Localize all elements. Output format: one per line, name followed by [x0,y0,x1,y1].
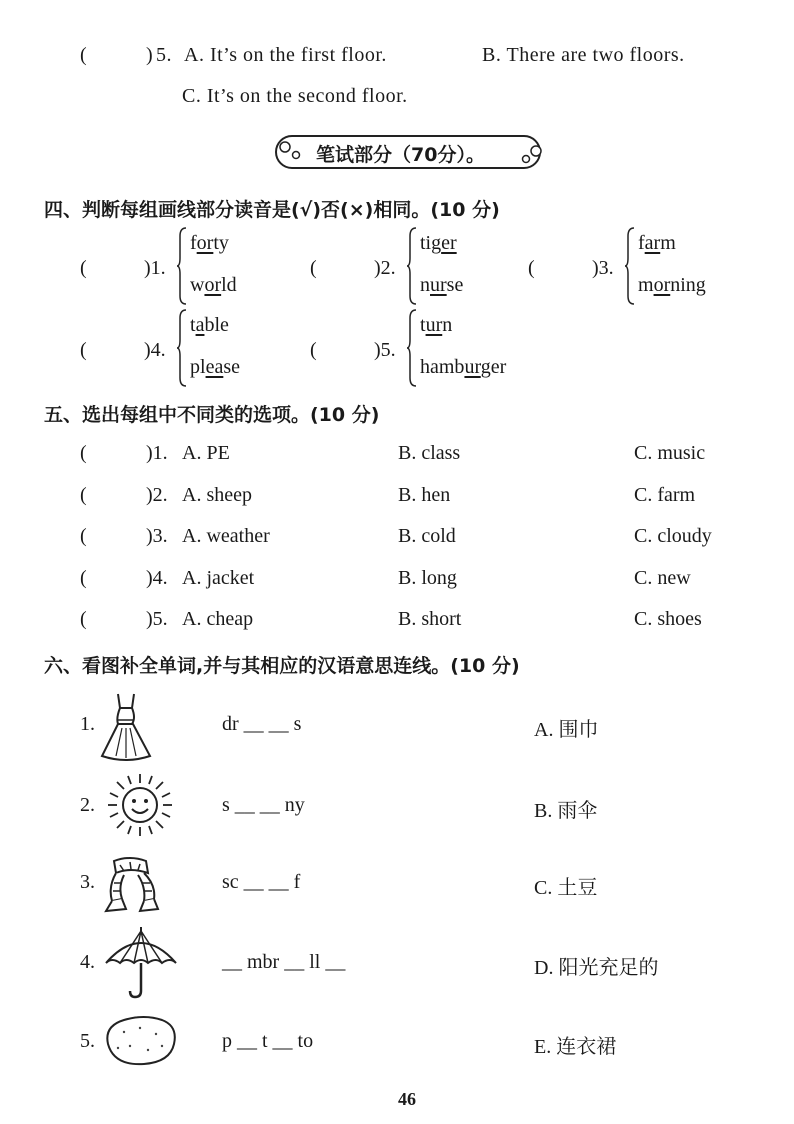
answer-paren-open: ( [80,257,87,279]
question-number: 5. [80,1030,95,1052]
question-number: )1. [144,257,166,279]
question-number: 4. [80,951,95,973]
answer-paren-open: ( [310,257,317,279]
question-number: )2. [374,257,396,279]
option-b: B. class [398,442,461,464]
word-part: n [442,314,453,336]
word-part: pl [190,356,206,378]
underlined-letters: ar [644,232,661,254]
sun-icon [100,770,180,840]
answer-paren-open: ( [528,257,535,279]
question-number: )1. [146,442,168,464]
phonics-word [420,346,506,388]
question-number: 2. [80,794,95,816]
underlined-letters: a [195,314,205,336]
chinese-meaning: C. 土豆 [534,877,598,899]
option-a: A. jacket [182,566,255,589]
word-part: w [190,274,205,296]
phonics-word [420,222,457,264]
dress-icon [96,690,156,764]
option-b: B. long [398,566,457,589]
word-part: ble [204,314,229,336]
answer-paren-open: ( [80,339,87,361]
underlined-letters: ur [425,314,443,336]
fill-in-word: __ mbr __ ll __ [222,951,346,973]
option-a: A. sheep [182,483,252,506]
word-part: se [223,356,240,378]
word-part: t [420,314,426,336]
question-number: 3. [80,871,95,893]
option-b: B. hen [398,483,451,506]
option-c: C. farm [634,483,696,506]
phonics-word [638,264,706,306]
page-number: 46 [398,1089,416,1109]
answer-paren-open: ( [80,44,88,66]
brace-icon [406,308,416,388]
answer-paren-open: ( [80,608,87,630]
word-part: ger [480,356,507,378]
scarf-icon [100,853,162,915]
option-a: A. PE [182,442,230,464]
phonics-word [638,222,676,264]
option-c: C. cloudy [634,525,712,547]
answer-paren-open: ( [80,525,87,547]
chinese-meaning: B. 雨伞 [534,800,598,822]
answer-paren-close: ) [146,44,154,66]
potato-icon [100,1012,180,1068]
question-number: 1. [80,713,95,735]
option-a: A. It’s on the first floor. [184,44,387,66]
question-number: 5. [156,44,172,66]
option-a: A. cheap [182,608,254,630]
option-b: B. cold [398,525,456,547]
fill-in-word: p __ t __ to [222,1030,314,1052]
word-part: ld [221,274,237,296]
chinese-meaning: A. 围巾 [534,719,599,741]
option-c: C. music [634,442,706,464]
option-b: B. short [398,608,462,630]
chinese-meaning: E. 连衣裙 [534,1036,617,1058]
question-number: )5. [146,608,168,630]
option-c: C. new [634,566,691,589]
answer-paren-open: ( [80,483,87,506]
underlined-letters: ea [205,356,224,378]
word-part: m [638,274,654,296]
answer-paren-open: ( [80,566,87,589]
phonics-word [420,264,463,306]
underlined-letters: or [653,274,671,296]
question-number: )4. [144,339,166,361]
phonics-word [190,222,229,264]
underlined-letters: ur [464,356,481,378]
word-part: hamb [420,356,465,378]
section-6-heading: 六、看图补全单词,并与其相应的汉语意思连线。(10 分) [44,655,520,677]
banner-text: 笔试部分（70分）。 [316,144,485,166]
word-part: m [660,232,676,254]
word-part: f [638,232,645,254]
option-c: C. shoes [634,608,702,630]
underlined-letters: er [441,232,457,254]
fill-in-word: s __ __ ny [222,794,305,816]
word-part: tig [420,232,442,254]
phonics-word [190,264,237,306]
fill-in-word: sc __ __ f [222,871,301,893]
phonics-word [190,346,240,388]
underlined-letters: or [196,232,214,254]
question-number: )5. [374,339,396,361]
section-5-heading: 五、选出每组中不同类的选项。(10 分) [44,404,380,426]
option-c: C. It’s on the second floor. [182,85,408,107]
question-number: )3. [146,525,168,547]
brace-icon [624,226,634,306]
umbrella-icon [100,927,182,1001]
word-part: n [420,274,430,296]
question-number: )4. [146,566,168,589]
word-part: se [446,274,464,296]
answer-paren-open: ( [310,339,317,361]
word-part: ty [213,232,229,254]
question-number: )3. [592,257,614,279]
word-part: t [190,314,196,336]
answer-paren-open: ( [80,442,87,464]
underlined-letters: ur [430,274,447,296]
brace-icon [406,226,416,306]
phonics-word [420,304,452,346]
fill-in-word: dr __ __ s [222,713,302,735]
chinese-meaning: D. 阳光充足的 [534,957,659,979]
option-b: B. There are two floors. [482,44,685,66]
phonics-word [190,304,229,346]
brace-icon [176,226,186,306]
underlined-letters: or [204,274,222,296]
section-4-heading: 四、判断每组画线部分读音是(√)否(×)相同。(10 分) [44,199,500,221]
question-number: )2. [146,483,168,506]
brace-icon [176,308,186,388]
word-part: ning [670,274,706,296]
word-part: f [190,232,197,254]
option-a: A. weather [182,525,270,547]
